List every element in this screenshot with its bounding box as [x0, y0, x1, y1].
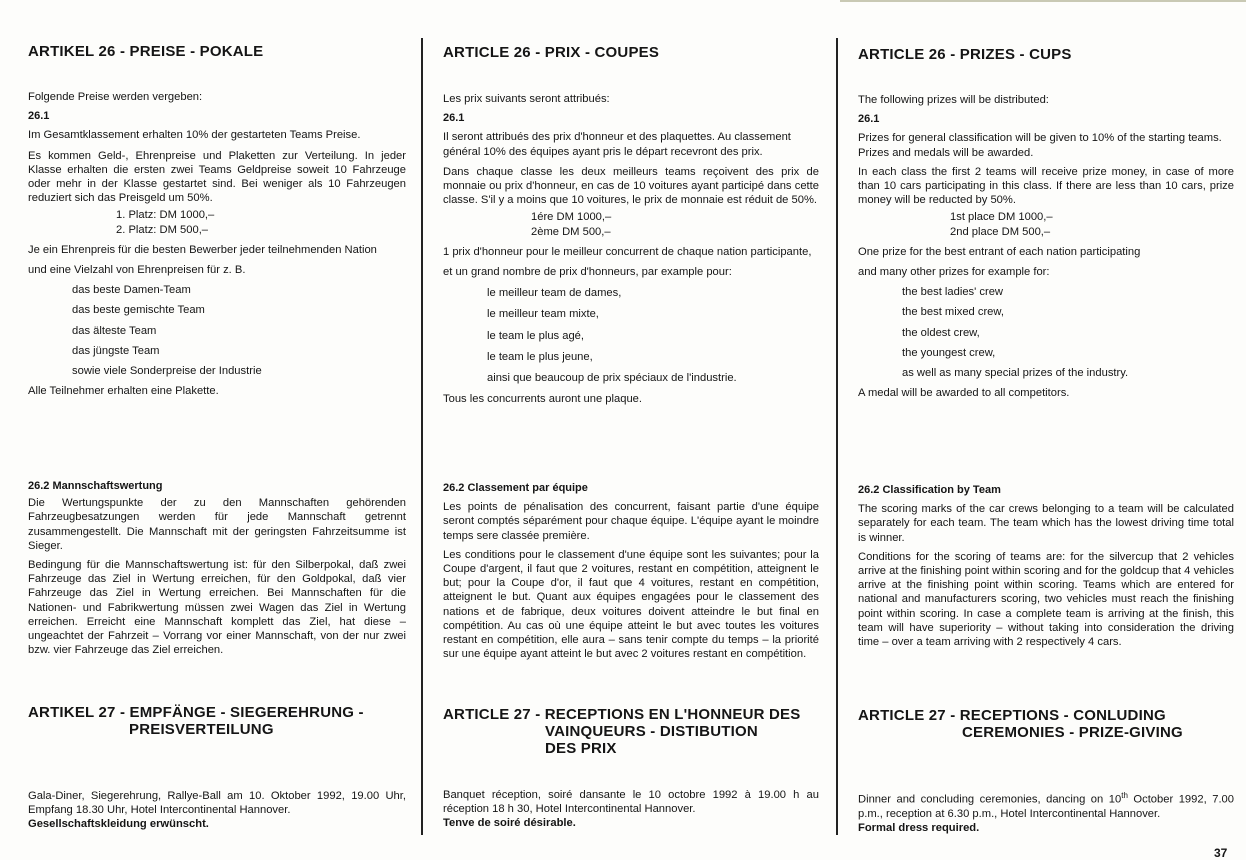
paragraph: Gala-Diner, Siegerehrung, Rallye-Ball am 10. Oktober 1992, 19.00 Uhr, Empfang 18.30 Uhr, Hotel Intercontinental Hannover.: [28, 790, 406, 817]
paragraph: Je ein Ehrenpreis für die besten Bewerber jeder teilnehmenden Nation: [28, 243, 377, 256]
article-27-body: [858, 789, 1234, 835]
paragraph: Die Wertungspunkte der zu den Mannschaften gehörenden Fahrzeugbesatzungen werden für jede Mannschaft getrennt zusammengestellt. Die Mannschaft mit der geringsten Fahrzeitsumme ist Sieger.: [28, 497, 406, 552]
prize-line: 1ére DM 1000,–: [531, 211, 612, 224]
article-26-body: [858, 93, 1234, 400]
list-item: le team le plus jeune,: [487, 350, 593, 363]
list-item: das beste gemischte Team: [72, 304, 205, 317]
paragraph: [858, 789, 1234, 821]
section-26-2-heading: 26.2 Classification by Team: [858, 484, 1001, 496]
paragraph: Prizes and medals will be awarded.: [858, 146, 1034, 159]
heading-line: ARTIKEL 27 - EMPFÄNGE - SIEGEREHRUNG -: [28, 704, 364, 721]
paragraph: The scoring marks of the car crews belonging to a team will be calculated separately for each team. The team which has the lowest driving time total is winner.: [858, 503, 1234, 544]
paragraph: Bedingung für die Mannschaftswertung ist: für den Silberpokal, daß zwei Fahrzeuge das Ziel in Wertung erreichen, für den Goldpokal, daß vier Fahrzeuge das Ziel in Wertung erreichen. Bei Mannschaften für die Nationen- und Fabrikwertung müssen zwei Wagen das Ziel in Wertung erreichen. Erreicht eine Mannschaft komplett das Ziel, hat diese – ungeachtet der Fahrzeit – Vorrang vor einer Mannschaft, von der nur zwei bzw. vier Fahrzeuge das Ziel erreichen.: [28, 559, 406, 657]
column-divider-left: [421, 38, 423, 835]
paragraph: Banquet réception, soiré dansante le 10 octobre 1992 à 19.00 h au réception 18 h 30, Hotel Intercontinental Hannover.: [443, 789, 819, 816]
article-26-body: [443, 92, 819, 406]
german-column: [28, 0, 406, 857]
article-27-heading: [858, 707, 1234, 741]
list-item: ainsi que beaucoup de prix spéciaux de l'industrie.: [487, 372, 737, 385]
article-26-heading: ARTICLE 26 - PRIZES - CUPS: [858, 46, 1072, 63]
list-item: das beste Damen-Team: [72, 284, 191, 297]
list-item: as well as many special prizes of the industry.: [902, 367, 1129, 380]
list-item: das älteste Team: [72, 324, 157, 337]
text-span: Dinner and concluding ceremonies, dancing on 10: [858, 793, 1122, 806]
french-column: [443, 0, 819, 857]
paragraph: One prize for the best entrant of each nation participating: [858, 245, 1141, 258]
article-27-heading: [443, 706, 819, 757]
prize-line: 2. Platz: DM 500,–: [116, 223, 209, 236]
paragraph: Conditions for the scoring of teams are: for the silvercup that 2 vehicles arrive at the finishing point within scoring and for the goldcup that 4 vehicles arrive at the finishing point within scoring. Teams which are entered for national and manufacturers scoring, two vehicles must reach the finishing point within scoring. In case a complete team is arriving at the finish, this team will have superiority – without taking into consideration the driving time – over a team arriving with 2 respectively 4 cars.: [858, 550, 1234, 649]
article-26-heading: ARTIKEL 26 - PREISE - POKALE: [28, 43, 264, 60]
paragraph: Tous les concurrents auront une plaque.: [443, 393, 643, 406]
section-26-2: [443, 481, 819, 661]
dress-code: Gesellschaftskleidung erwünscht.: [28, 818, 209, 831]
paragraph: 1 prix d'honneur pour le meilleur concurrent de chaque nation participante,: [443, 245, 812, 258]
list-item: sowie viele Sonderpreise der Industrie: [72, 365, 262, 378]
list-item: le meilleur team mixte,: [487, 308, 599, 321]
dress-code: Tenve de soiré désirable.: [443, 817, 576, 830]
paragraph: and many other prizes for example for:: [858, 266, 1050, 279]
paragraph: Im Gesamtklassement erhalten 10% der gestarteten Teams Preise.: [28, 129, 361, 142]
section-26-1-label: 26.1: [858, 113, 880, 126]
section-26-2-heading: 26.2 Classement par équipe: [443, 482, 588, 494]
section-26-1-label: 26.1: [443, 112, 465, 125]
list-item: the best ladies' crew: [902, 286, 1004, 299]
heading-line: PREISVERTEILUNG: [129, 721, 274, 738]
intro-text: Les prix suivants seront attribués:: [443, 93, 610, 105]
paragraph: et un grand nombre de prix d'honneurs, par example pour:: [443, 266, 732, 279]
section-26-2-heading: 26.2 Mannschaftswertung: [28, 480, 163, 492]
dress-code: Formal dress required.: [858, 822, 980, 835]
paragraph: Alle Teilnehmer erhalten eine Plakette.: [28, 385, 219, 398]
paragraph: Il seront attribués des prix d'honneur et des plaquettes. Au classement général 10% des équipes ayant pris le départ recevront des prix.: [443, 131, 791, 158]
article-26-heading: ARTICLE 26 - PRIX - COUPES: [443, 44, 660, 61]
paragraph: Les conditions pour le classement d'une équipe sont les suivantes; pour la Coupe d'argent, il faut que 2 voitures, restant en compétition, atteignent le but; pour la Coupe d'or, il faut que 4 voitures, restant en compétition, atteignent le but. Quant aux équipes engagées pour le classement des nations et de fabrique, deux voitures doivent atteindre le but final en compétition. Au cas où une équipe atteint le but avec toutes les voitures restant en compétition, elle aura – sans tenir compte du temps – la priorité sur une équipe ayant atteint le but avec 2 voitures restant en compétition.: [443, 548, 819, 661]
article-27-heading: [28, 704, 406, 738]
english-column: [858, 0, 1234, 857]
prize-line: 1. Platz: DM 1000,–: [116, 209, 215, 222]
paragraph: Es kommen Geld-, Ehrenpreise und Plaketten zur Verteilung. In jeder Klasse erhalten die ersten zwei Teams Geldpreise soweit 10 Fahrzeuge oder mehr in der Klasse gestartet sind. Bei weniger als 10 Fahrzeugen reduziert sich das Preisgeld um 50%.: [28, 149, 406, 205]
list-item: das jüngste Team: [72, 344, 160, 357]
list-item: le meilleur team de dames,: [487, 287, 622, 300]
intro-text: Folgende Preise werden vergeben:: [28, 91, 203, 103]
paragraph: In each class the first 2 teams will receive prize money, in case of more than 10 cars participating in this class. If there are less than 10 cars, prize money will be reducted by 50%.: [858, 165, 1234, 207]
list-item: le team le plus agé,: [487, 329, 585, 342]
list-item: the best mixed crew,: [902, 306, 1004, 319]
heading-line: ARTICLE 27 - RECEPTIONS EN L'HONNEUR DES: [443, 706, 801, 723]
article-27-body: [28, 789, 406, 832]
list-item: the oldest crew,: [902, 326, 980, 339]
prize-line: 2ème DM 500,–: [531, 225, 611, 238]
column-divider-right: [836, 38, 838, 835]
paragraph: und eine Vielzahl von Ehrenpreisen für z. B.: [28, 264, 246, 277]
text-span: October 1992, 7.00 p.m., reception at 6.30 p.m., Hotel Intercontinental Hannover.: [858, 793, 1234, 820]
paragraph: Prizes for general classification will be given to 10% of the starting teams.: [858, 132, 1222, 145]
page-number: 37: [1214, 846, 1228, 860]
section-26-2: [28, 479, 406, 657]
section-26-1-label: 26.1: [28, 110, 50, 123]
prize-line: 1st place DM 1000,–: [950, 211, 1053, 224]
paragraph: Les points de pénalisation des concurrent, faisant partie d'une équipe seront comptés séparément pour chaque équipe. L'équipe ayant le moindre temps sere classée première.: [443, 501, 819, 542]
prize-line: 2nd place DM 500,–: [950, 225, 1051, 238]
list-item: the youngest crew,: [902, 346, 996, 359]
heading-line: VAINQUEURS - DISTIBUTION: [545, 723, 758, 740]
article-26-body: [28, 90, 406, 398]
article-27-body: [443, 788, 819, 831]
heading-line: ARTICLE 27 - RECEPTIONS - CONLUDING: [858, 707, 1166, 724]
heading-line: DES PRIX: [545, 740, 617, 757]
intro-text: The following prizes will be distributed:: [858, 94, 1049, 106]
heading-line: CEREMONIES - PRIZE-GIVING: [962, 724, 1183, 741]
paragraph: Dans chaque classe les deux meilleurs teams reçoivent des prix de monnaie ou prix d'honneur, en cas de 10 voitures ayant participé dans cette classe. S'il y a moins que 10 voitures, le prix de monnaie est réduit de 50%.: [443, 165, 819, 207]
paragraph: A medal will be awarded to all competitors.: [858, 387, 1070, 400]
ordinal-suffix: th: [1121, 791, 1128, 800]
section-26-2: [858, 483, 1234, 649]
